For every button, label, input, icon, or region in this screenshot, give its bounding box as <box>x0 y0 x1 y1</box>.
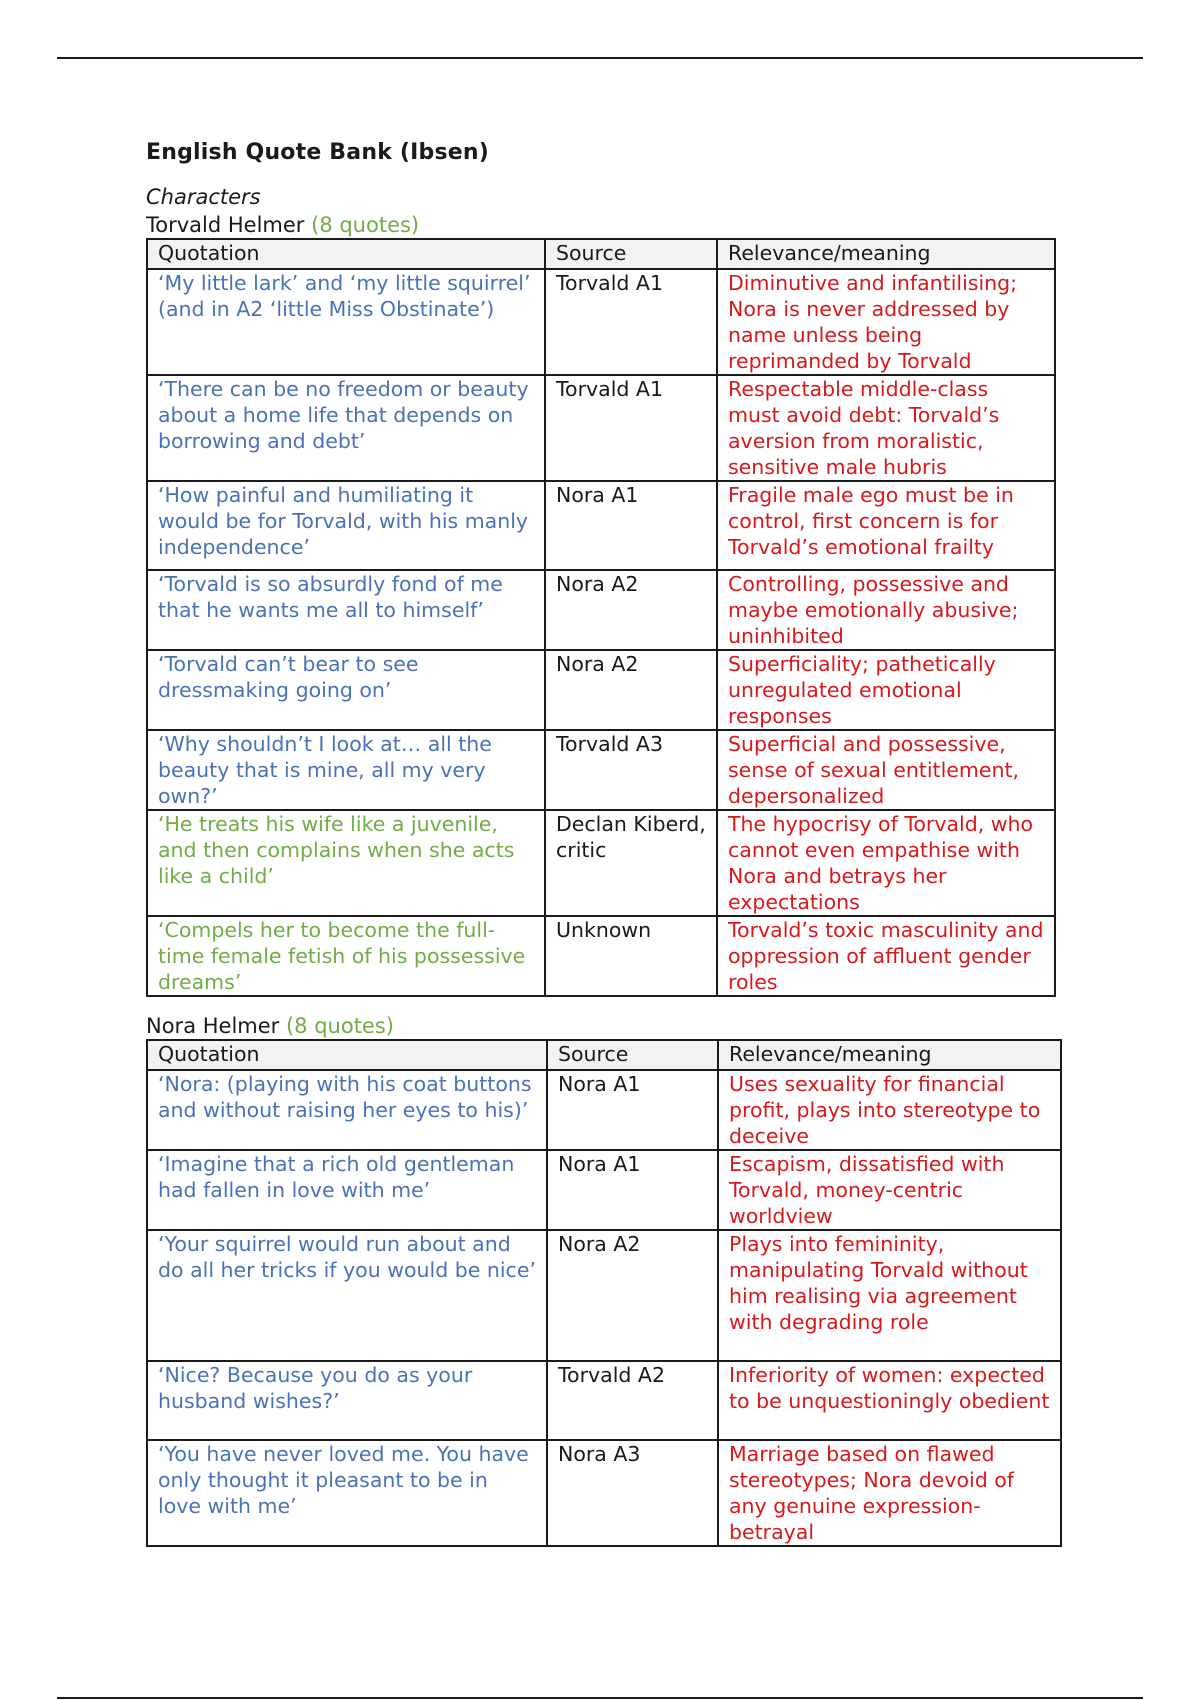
character-name: Torvald Helmer <box>146 213 305 237</box>
meaning-cell: Uses sexuality for financial profit, plays into stereotype to deceive <box>718 1070 1061 1150</box>
table-row <box>147 810 1055 916</box>
source-cell: Nora A1 <box>547 1070 718 1150</box>
document-body <box>146 140 1066 1547</box>
table-row <box>147 1440 1061 1546</box>
quote-cell: ‘My little lark’ and ‘my little squirrel’ (and in A2 ‘little Miss Obstinate’) <box>147 269 545 375</box>
quote-cell: ‘Your squirrel would run about and do all her tricks if you would be nice’ <box>147 1230 547 1361</box>
source-cell: Nora A2 <box>547 1230 718 1361</box>
torvald-heading <box>146 213 1066 237</box>
meaning-cell: Fragile male ego must be in control, first concern is for Torvald’s emotional frailty <box>717 481 1055 570</box>
table-row <box>147 375 1055 481</box>
header-quotation: Quotation <box>147 1040 547 1070</box>
table-header-row <box>147 1040 1061 1070</box>
meaning-cell: Respectable middle-class must avoid debt: Torvald’s aversion from moralistic, sensitive male hubris <box>717 375 1055 481</box>
quote-cell: ‘Compels her to become the full-time female fetish of his possessive dreams’ <box>147 916 545 996</box>
source-cell: Torvald A1 <box>545 269 717 375</box>
table-row <box>147 1070 1061 1150</box>
table-row <box>147 730 1055 810</box>
quote-cell: ‘Nice? Because you do as your husband wishes?’ <box>147 1361 547 1440</box>
quote-cell: ‘He treats his wife like a juvenile, and then complains when she acts like a child’ <box>147 810 545 916</box>
source-cell: Nora A2 <box>545 570 717 650</box>
table-row <box>147 1150 1061 1230</box>
meaning-cell: The hypocrisy of Torvald, who cannot even empathise with Nora and betrays her expectations <box>717 810 1055 916</box>
quote-cell: ‘You have never loved me. You have only thought it pleasant to be in love with me’ <box>147 1440 547 1546</box>
meaning-cell: Inferiority of women: expected to be unquestioningly obedient <box>718 1361 1061 1440</box>
header-relevance: Relevance/meaning <box>718 1040 1061 1070</box>
meaning-cell: Superficiality; pathetically unregulated emotional responses <box>717 650 1055 730</box>
quote-cell: ‘How painful and humiliating it would be for Torvald, with his manly independence’ <box>147 481 545 570</box>
quote-cell: ‘Torvald can’t bear to see dressmaking going on’ <box>147 650 545 730</box>
table-row <box>147 269 1055 375</box>
quote-cell: ‘There can be no freedom or beauty about a home life that depends on borrowing and debt’ <box>147 375 545 481</box>
table-row <box>147 916 1055 996</box>
meaning-cell: Marriage based on flawed stereotypes; Nora devoid of any genuine expression- betrayal <box>718 1440 1061 1546</box>
meaning-cell: Plays into femininity, manipulating Torvald without him realising via agreement with degrading role <box>718 1230 1061 1361</box>
quote-cell: ‘Torvald is so absurdly fond of me that he wants me all to himself’ <box>147 570 545 650</box>
header-source: Source <box>545 239 717 269</box>
bottom-rule <box>57 1697 1143 1699</box>
table-row <box>147 570 1055 650</box>
top-rule <box>57 57 1143 59</box>
header-quotation: Quotation <box>147 239 545 269</box>
section-label: Characters <box>146 185 261 209</box>
source-cell: Declan Kiberd, critic <box>545 810 717 916</box>
source-cell: Unknown <box>545 916 717 996</box>
quote-count: (8 quotes) <box>311 213 420 237</box>
meaning-cell: Escapism, dissatisfied with Torvald, money-centric worldview <box>718 1150 1061 1230</box>
meaning-cell: Diminutive and infantilising; Nora is never addressed by name unless being reprimanded by Torvald <box>717 269 1055 375</box>
table-row <box>147 1230 1061 1361</box>
nora-heading <box>146 1014 1066 1038</box>
table-header-row <box>147 239 1055 269</box>
source-cell: Nora A1 <box>545 481 717 570</box>
torvald-quote-table <box>146 238 1056 997</box>
nora-quote-table <box>146 1039 1062 1547</box>
meaning-cell: Superficial and possessive, sense of sexual entitlement, depersonalized <box>717 730 1055 810</box>
quote-cell: ‘Nora: (playing with his coat buttons and without raising her eyes to his)’ <box>147 1070 547 1150</box>
source-cell: Torvald A1 <box>545 375 717 481</box>
source-cell: Nora A1 <box>547 1150 718 1230</box>
table-row <box>147 481 1055 570</box>
quote-count: (8 quotes) <box>285 1014 394 1038</box>
header-relevance: Relevance/meaning <box>717 239 1055 269</box>
meaning-cell: Controlling, possessive and maybe emotionally abusive; uninhibited <box>717 570 1055 650</box>
table-row <box>147 650 1055 730</box>
header-source: Source <box>547 1040 718 1070</box>
meaning-cell: Torvald’s toxic masculinity and oppression of affluent gender roles <box>717 916 1055 996</box>
table-row <box>147 1361 1061 1440</box>
quote-cell: ‘Imagine that a rich old gentleman had fallen in love with me’ <box>147 1150 547 1230</box>
source-cell: Nora A2 <box>545 650 717 730</box>
source-cell: Torvald A2 <box>547 1361 718 1440</box>
quote-cell: ‘Why shouldn’t I look at… all the beauty that is mine, all my very own?’ <box>147 730 545 810</box>
character-name: Nora Helmer <box>146 1014 280 1038</box>
source-cell: Nora A3 <box>547 1440 718 1546</box>
document-title: English Quote Bank (Ibsen) <box>146 140 489 165</box>
source-cell: Torvald A3 <box>545 730 717 810</box>
